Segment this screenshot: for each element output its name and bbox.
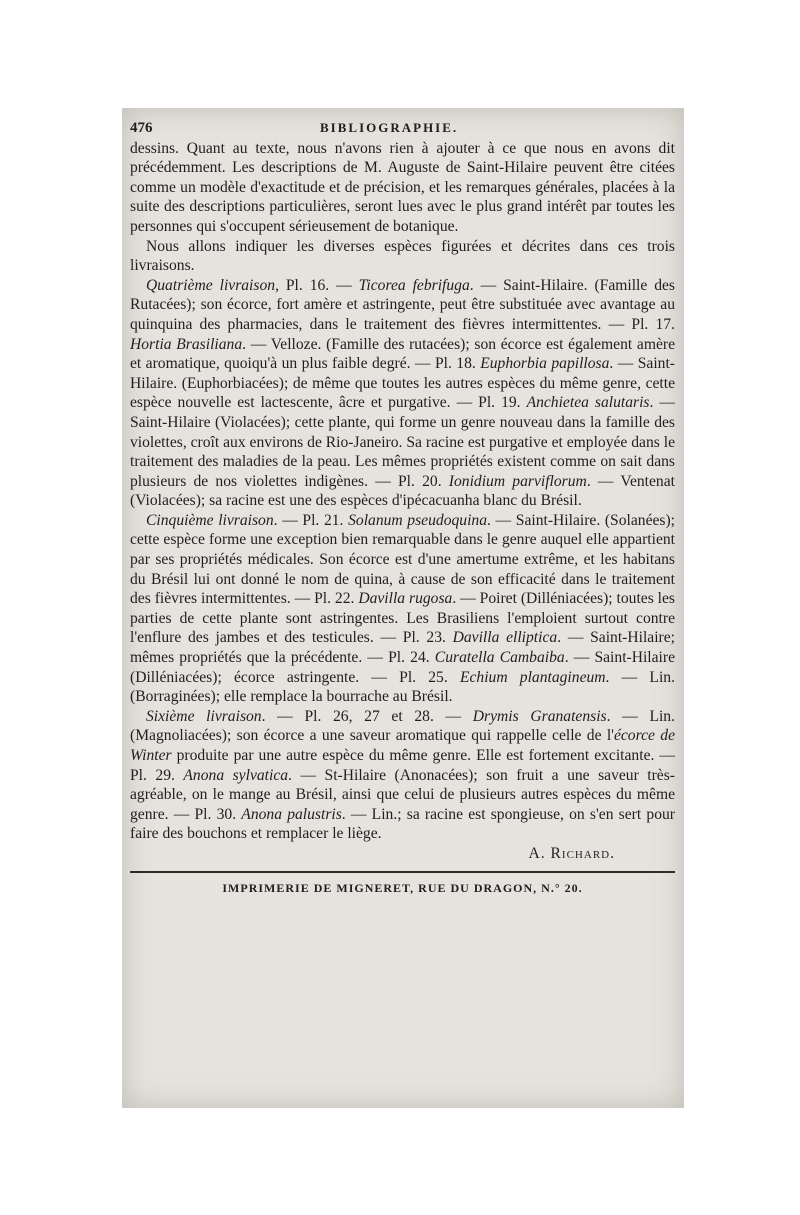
species-name: Ionidium parviflorum (448, 472, 587, 490)
species-name: Davilla rugosa (358, 590, 453, 608)
paragraph-livraison-5: Cinquième livraison. — Pl. 21. Solanum pseudoquina. — Saint-Hilaire. (Solanées); cette espèce forme une exception bien remarquable dans le genre auquel elle appartient par ses propriétés médicales. Son écorce est d'une amertume extrême, et les habitans du Brésil lui ont donné le nom de quina, à cause de son efficacité dans le traitement des fièvres intermittentes. — Pl. 22. Davilla rugosa. — Poiret (Dilléniacées); toutes les parties de cette plante sont astringentes. Les Brasiliens l'emploient surtout contre l'enflure des jambes et des testicules. — Pl. 23. Davilla elliptica. — Saint-Hilaire; mêmes propriétés que la précédente. — Pl. 24. Curatella Cambaiba. — Saint-Hilaire (Dilléniacées); écorce astringente. — Pl. 25. Echium plantagineum. — Lin. (Borraginées); elle remplace la bourrache au Brésil. (130, 511, 676, 706)
paragraph-intro: dessins. Quant au texte, nous n'avons rien à ajouter à ce que nous en avons dit précédemment. Les descriptions de M. Auguste de Saint-Hilaire peuvent être citées comme un modèle d'exactitude et de précision, et les remarques générales, placées à la suite des descriptions particulières, seront lues avec le plus grand intérêt par toutes les personnes qui s'occupent sérieusement de botanique. (130, 139, 675, 235)
text-block (130, 118, 675, 898)
species-name: Davilla elliptica (452, 629, 558, 647)
livraison-title: Sixième livraison (146, 707, 262, 725)
page-number: 476 (130, 120, 153, 136)
species-name: Echium plantagineum (459, 668, 606, 686)
species-name: Anchietea salutaris (526, 394, 650, 412)
species-name: Ticorea febrifuga (358, 276, 470, 294)
species-name: Euphorbia papillosa (480, 355, 610, 373)
livraison-title: Quatrième livraison (146, 276, 276, 294)
species-name: Hortia Brasiliana (130, 335, 243, 353)
species-name: écorce de Winter (130, 727, 675, 764)
running-title: BIBLIOGRAPHIE. (320, 120, 459, 135)
paragraph-announce: Nous allons indiquer les diverses espèces figurées et décrites dans ces trois livraisons. (130, 237, 675, 275)
page-header (130, 118, 675, 139)
paragraph-livraison-6: Sixième livraison. — Pl. 26, 27 et 28. — Drymis Granatensis. — Lin. (Magnoliacées); son écorce a une saveur aromatique qui rappelle celle de l'écorce de Winter produite par une autre espèce du même genre. Elle est fortement excitante. — Pl. 29. Anona sylvatica. — St-Hilaire (Anonacées); son fruit a une saveur très-agréable, on le mange au Brésil, ainsi que celui de plusieurs autres espèces du même genre. — Pl. 30. Anona palustris. — Lin.; sa racine est spongieuse, on s'en sert pour faire des bouchons et remplacer le liège. (130, 707, 675, 843)
livraison-title: Cinquième livraison (146, 511, 274, 529)
paragraph-livraison-4: Quatrième livraison, Pl. 16. — Ticorea febrifuga. — Saint-Hilaire. (Famille des Rutacées); son écorce, fort amère et astringente, peut être substituée avec avantage au quinquina des pharmacies, dans le traitement des fièvres intermittentes. — Pl. 17. Hortia Brasiliana. — Velloze. (Famille des rutacées); son écorce est également amère et aromatique, quoiqu'à un plus faible degré. — Pl. 18. Euphorbia papillosa. — Saint-Hilaire. (Euphorbiacées); de même que toutes les autres espèces du même genre, cette espèce nouvelle est lactescente, âcre et purgative. — Pl. 19. Anchietea salutaris. — Saint-Hilaire (Violacées); cette plante, qui forme un genre nouveau dans la famille des violettes, croît aux environs de Rio-Janeiro. Sa racine est purgative et employée dans le traitement des maladies de la peau. Les mêmes propriétés existent comme on sait dans plusieurs de nos violettes indigènes. — Pl. 20. Ionidium parviflorum. — Ventenat (Violacées); sa racine est une des espèces d'ipécacuanha blanc du Brésil. (130, 276, 676, 510)
imprint-line: IMPRIMERIE DE MIGNERET, RUE DU DRAGON, N.° 20. (222, 880, 583, 895)
species-name: Anona palustris (241, 805, 342, 823)
footer-rule (130, 871, 675, 873)
species-name: Solanum pseudoquina (348, 511, 488, 529)
species-name: Anona sylvatica (183, 766, 289, 784)
species-name: Curatella Cambaiba (434, 649, 565, 667)
signature: A. Richard. (528, 844, 615, 862)
species-name: Drymis Granatensis (472, 707, 607, 725)
